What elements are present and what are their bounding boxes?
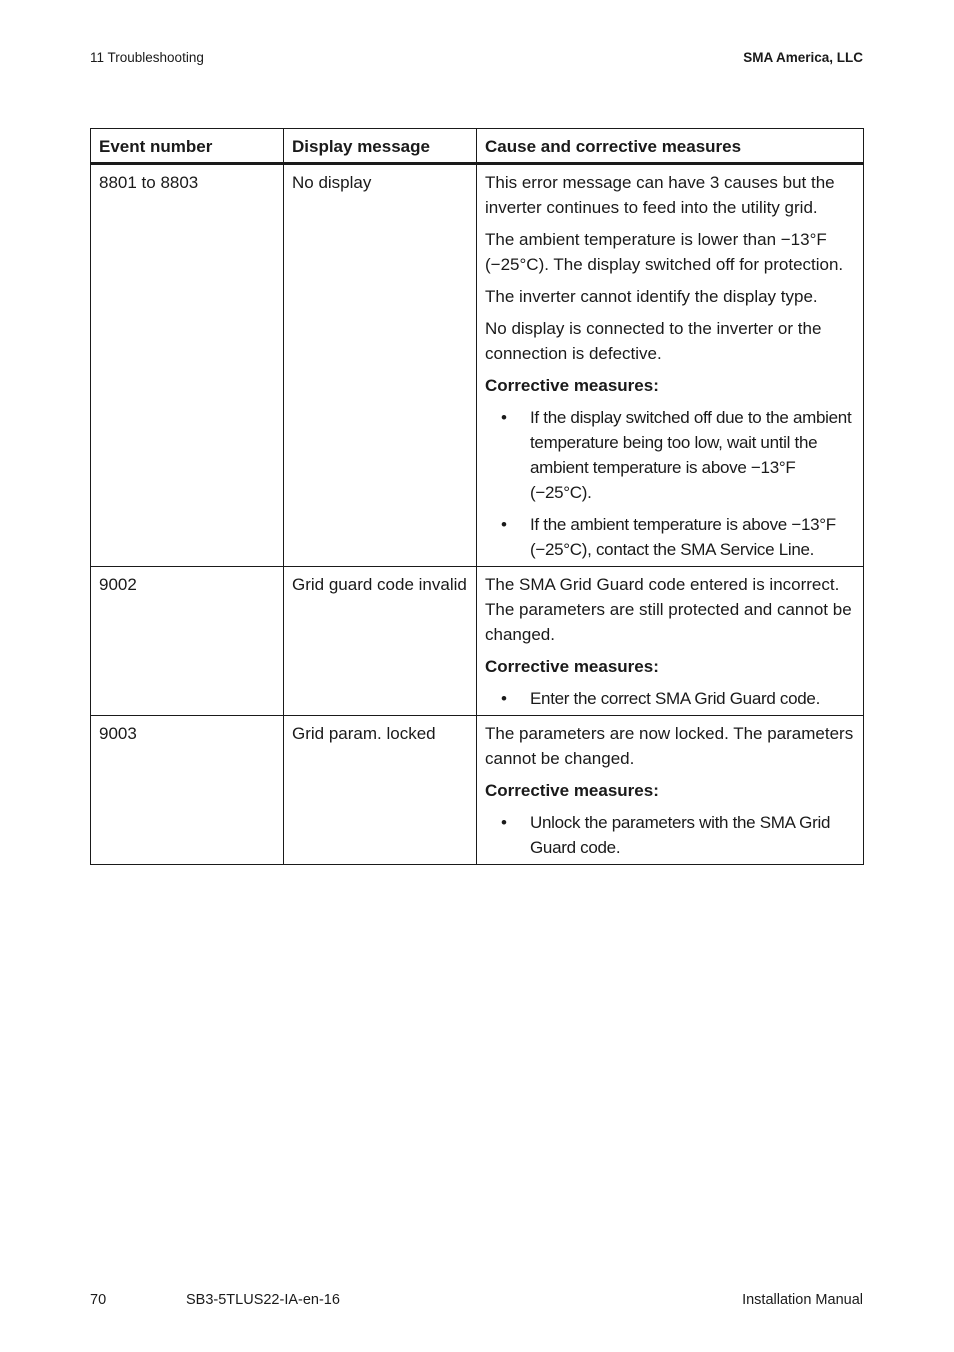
- table-row: [91, 716, 864, 865]
- list-item: [485, 686, 857, 711]
- cause-text: The SMA Grid Guard code entered is incorrect. The parameters are still protected and cannot be changed.: [485, 575, 852, 644]
- column-header-display-message: Display message: [284, 129, 477, 164]
- footer-document-id: SB3-5TLUS22-IA-en-16: [186, 1292, 340, 1308]
- bullet-icon: •: [501, 408, 507, 427]
- column-header-cause-measures: Cause and corrective measures: [477, 129, 864, 164]
- list-item: [485, 405, 857, 505]
- cause-text: No display is connected to the inverter or the connection is defective.: [485, 319, 822, 363]
- cell-display-message: Grid param. locked: [284, 716, 477, 865]
- column-header-event-number: Event number: [91, 129, 284, 164]
- bullet-icon: •: [501, 515, 507, 534]
- cell-cause-measures: [477, 716, 864, 865]
- table-row: [91, 164, 864, 567]
- cause-text: This error message can have 3 causes but the inverter continues to feed into the utility grid.: [485, 173, 835, 217]
- corrective-measures-heading: Corrective measures:: [485, 376, 659, 395]
- cause-text: The parameters are now locked. The parameters cannot be changed.: [485, 724, 854, 768]
- bullet-icon: •: [501, 813, 507, 832]
- cause-text: The inverter cannot identify the display type.: [485, 287, 818, 306]
- cell-event-number: 8801 to 8803: [91, 164, 284, 567]
- measure-text: If the ambient temperature is above −13°F (−25°C), contact the SMA Service Line.: [530, 515, 836, 559]
- measures-list: [485, 810, 857, 860]
- measures-list: [485, 686, 857, 711]
- cell-display-message: Grid guard code invalid: [284, 567, 477, 716]
- cell-display-message: No display: [284, 164, 477, 567]
- cell-cause-measures: [477, 164, 864, 567]
- measure-text: If the display switched off due to the ambient temperature being too low, wait until the ambient temperature is above −13°F (−25°C).: [530, 408, 852, 502]
- corrective-measures-heading: Corrective measures:: [485, 781, 659, 800]
- cell-cause-measures: [477, 567, 864, 716]
- bullet-icon: •: [501, 689, 507, 708]
- list-item: [485, 512, 857, 562]
- header-company: SMA America, LLC: [743, 50, 863, 65]
- event-table: [90, 128, 864, 865]
- header-section-title: 11 Troubleshooting: [90, 50, 204, 65]
- footer-document-type: Installation Manual: [742, 1292, 863, 1308]
- measures-list: [485, 405, 857, 562]
- cell-event-number: 9003: [91, 716, 284, 865]
- list-item: [485, 810, 857, 860]
- corrective-measures-heading: Corrective measures:: [485, 657, 659, 676]
- cell-event-number: 9002: [91, 567, 284, 716]
- footer-page-number: 70: [90, 1292, 107, 1308]
- table-body: [91, 164, 864, 865]
- table-row: [91, 567, 864, 716]
- measure-text: Unlock the parameters with the SMA Grid Guard code.: [530, 813, 831, 857]
- cause-text: The ambient temperature is lower than −13°F (−25°C). The display switched off for protection.: [485, 230, 844, 274]
- table-header-row: [91, 129, 864, 164]
- measure-text: Enter the correct SMA Grid Guard code.: [530, 689, 821, 708]
